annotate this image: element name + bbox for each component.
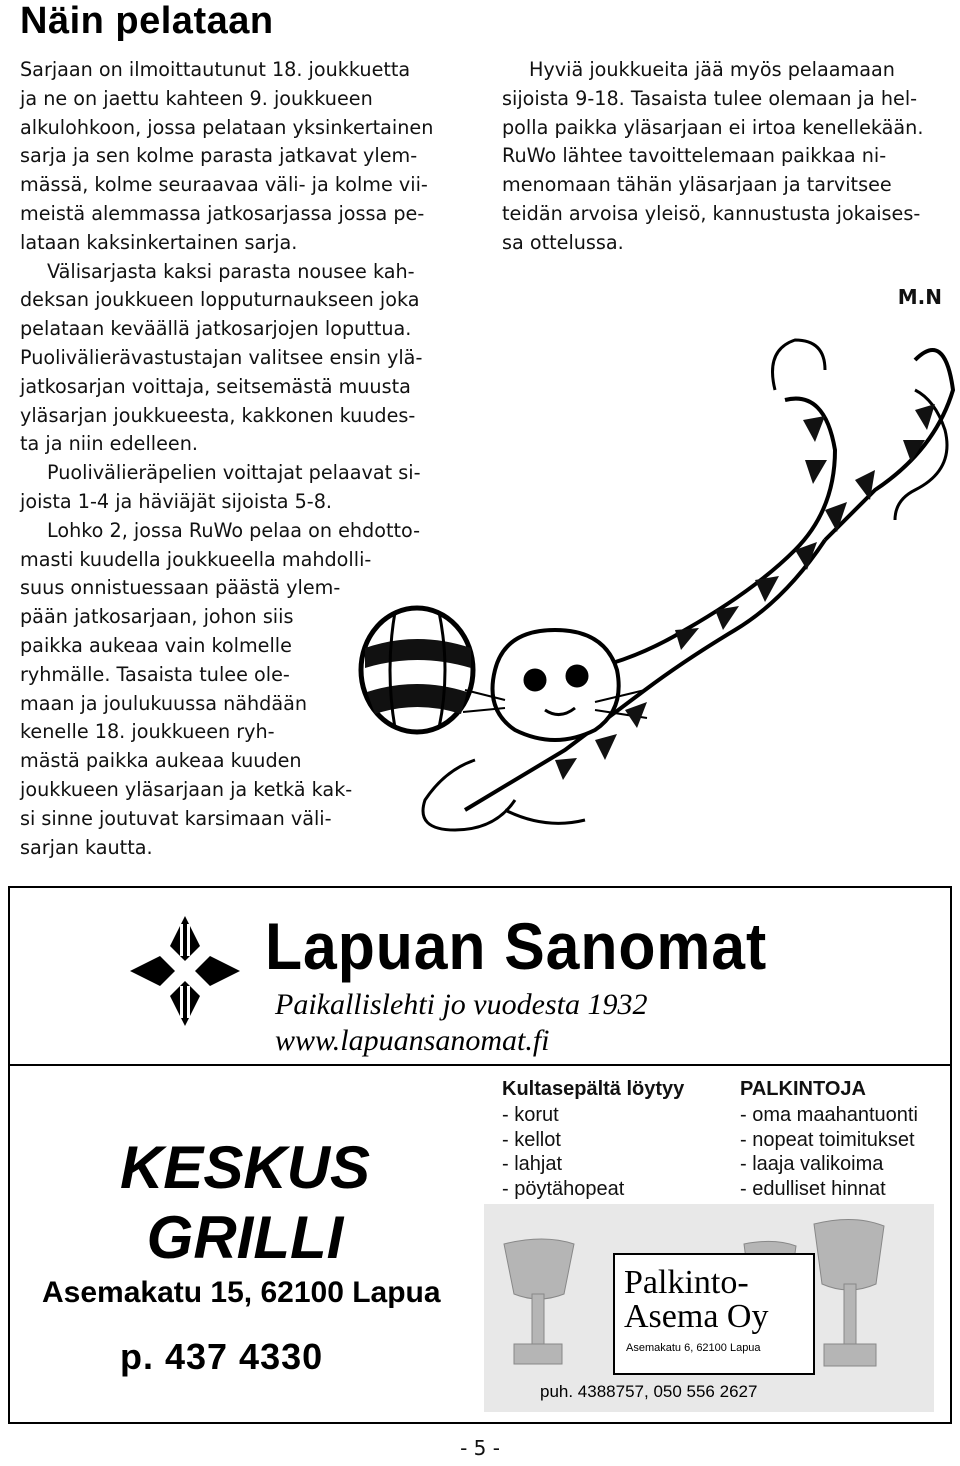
text-line: Hyviä joukkueita jää myös pelaamaan — [529, 58, 895, 81]
text-line: paikka aukeaa vain kolmelle — [20, 633, 292, 657]
text-line: joukkueen yläsarjaan ja ketkä kak- — [20, 777, 353, 801]
text-line: Puolivälieräpelien voittajat pelaavat si- — [47, 461, 421, 485]
text-line: kenelle 18. joukkueen ryh- — [20, 720, 275, 744]
author-signature: M.N — [897, 285, 942, 309]
list-item: - oma maahantuonti — [740, 1104, 918, 1126]
text-line: pelataan keväällä jatkosarjojen loputtua. — [20, 317, 412, 341]
text-line: polla paikka yläsarjaan ei irtoa kenellekään. — [502, 115, 924, 139]
text-line: sijoista 9-18. Tasaista tulee olemaan ja hel- — [502, 86, 918, 110]
text-line: si sinne joutuvat karsimaan väli- — [20, 806, 332, 830]
lapuan-sanomat-name: Lapuan Sanomat — [265, 909, 768, 983]
text-line: suus onnistuessaan päästä ylem- — [20, 576, 341, 600]
text-line: yläsarjan joukkueesta, kakkonen kuudes- — [20, 403, 416, 427]
text-line: meistä alemmassa jatkosarjassa jossa pe- — [20, 201, 425, 225]
text-line: sa ottelussa. — [502, 230, 624, 254]
keskus-grilli-address: Asemakatu 15, 62100 Lapua — [42, 1276, 441, 1309]
lapuan-sanomat-logo-icon — [130, 916, 240, 1026]
text-line: lataan kaksinkertainen sarja. — [20, 230, 298, 254]
tiger-volleyball-illustration — [355, 330, 955, 850]
list-item: - korut — [502, 1104, 559, 1126]
list-item: - nopeat toimitukset — [740, 1128, 915, 1151]
advertisement-box — [8, 886, 952, 1424]
text-line: Välisarjasta kaksi parasta nousee kah- — [47, 259, 415, 283]
palkinto-asema-address: Asemakatu 6, 62100 Lapua — [626, 1342, 761, 1354]
keskus-grilli-phone: p. 437 4330 — [120, 1336, 324, 1377]
palkinto-asema-phone: puh. 4388757, 050 556 2627 — [540, 1382, 758, 1401]
palkinto-left-heading: Kultasepältä löytyy — [502, 1078, 685, 1100]
page-title: Näin pelataan — [20, 0, 274, 42]
text-line: alkulohkoon, jossa pelataan yksinkertainen — [20, 115, 434, 139]
text-line: maan ja joulukuussa nähdään — [20, 691, 308, 715]
keskus-grilli-logo — [85, 1126, 405, 1286]
text-line: ta ja niin edelleen. — [20, 432, 198, 456]
palkinto-asema-name-line2: Asema Oy — [624, 1298, 769, 1335]
paragraph-1 — [20, 56, 456, 258]
text-line: joista 1-4 ja häviäjät sijoista 5-8. — [20, 489, 333, 513]
palkinto-asema-name-line1: Palkinto- — [624, 1264, 749, 1301]
keskus-grilli-logo-line2: GRILLI — [146, 1204, 344, 1271]
text-line: masti kuudella joukkueella mahdolli- — [20, 547, 372, 571]
text-line: mästä paikka aukeaa kuuden — [20, 749, 302, 773]
ad-divider — [10, 1064, 950, 1066]
palkinto-left-list — [502, 1078, 684, 1201]
text-line: teidän arvoisa yleisö, kannustusta jokaises- — [502, 201, 921, 225]
text-line: Puolivälierävastustajan valitsee ensin ylä- — [20, 345, 423, 369]
text-line: ja ne on jaettu kahteen 9. joukkueen — [20, 86, 373, 110]
list-item: - lahjat — [502, 1153, 563, 1175]
text-line: menomaan tähän yläsarjaan ja tarvitsee — [502, 173, 892, 197]
list-item: - laaja valikoima — [740, 1153, 884, 1175]
text-line: ryhmälle. Tasaista tulee ole- — [20, 662, 290, 686]
list-item: - kellot — [502, 1128, 561, 1151]
lapuan-sanomat-url[interactable]: www.lapuansanomat.fi — [275, 1024, 550, 1057]
text-line: sarjan kautta. — [20, 835, 153, 859]
list-item: - edulliset hinnat — [740, 1177, 886, 1200]
volleyball-icon — [361, 608, 473, 732]
palkinto-asema-ad — [484, 1074, 934, 1412]
text-line: pään jatkosarjaan, johon siis — [20, 605, 294, 629]
tiger-icon — [423, 340, 953, 830]
text-line: deksan joukkueen lopputurnaukseen joka — [20, 288, 420, 312]
right-column — [502, 56, 942, 258]
text-line: sarja ja sen kolme parasta jatkavat ylem- — [20, 144, 418, 168]
lapuan-sanomat-slogan: Paikallislehti jo vuodesta 1932 — [275, 988, 648, 1021]
text-line: Lohko 2, jossa RuWo pelaa on ehdotto- — [47, 518, 421, 542]
text-line: Sarjaan on ilmoittautunut 18. joukkuetta — [20, 58, 411, 81]
palkinto-asema-name — [624, 1266, 768, 1334]
page-number: - 5 - — [460, 1436, 500, 1460]
list-item: - pöytähopeat — [502, 1177, 625, 1200]
palkinto-right-list — [740, 1078, 918, 1201]
text-line: jatkosarjan voittaja, seitsemästä muusta — [20, 374, 411, 398]
text-line: mässä, kolme seuraavaa väli- ja kolme vii- — [20, 173, 428, 197]
text-line: RuWo lähtee tavoittelemaan paikkaa ni- — [502, 144, 887, 168]
keskus-grilli-logo-line1: KESKUS — [119, 1134, 371, 1201]
palkinto-right-heading: PALKINTOJA — [740, 1078, 866, 1100]
